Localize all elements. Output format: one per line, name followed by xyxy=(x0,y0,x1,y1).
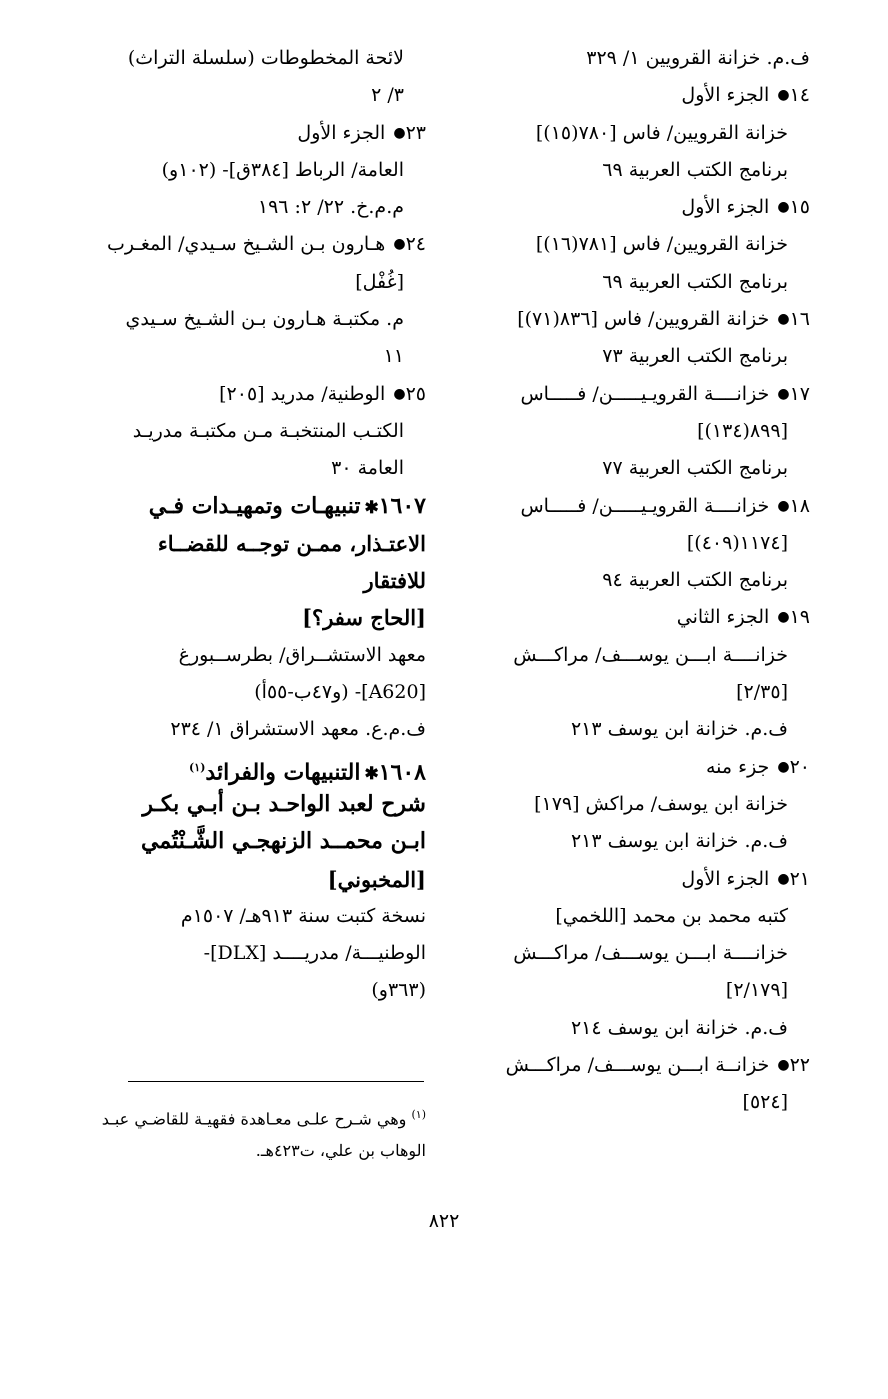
copy-entry xyxy=(470,861,810,898)
entry-number: ١٥ xyxy=(789,196,810,219)
entry-detail: [٢/٣٥] xyxy=(736,681,788,704)
entry-detail: خزانــــة ابـــن يوســـف/ مراكـــش xyxy=(513,643,788,666)
entry-text: الجزء الأول xyxy=(681,84,770,107)
bullet-icon: ● xyxy=(777,199,790,216)
copy-entry xyxy=(81,376,426,413)
copy-entry xyxy=(81,226,426,263)
entry-text: الجزء الأول xyxy=(681,196,770,219)
entry-detail: الكتـب المنتخبـة مـن مكتبـة مدريـد xyxy=(132,419,404,442)
footnote-divider xyxy=(128,1081,424,1082)
title-line: [الحاج سفر؟] xyxy=(302,605,426,631)
title-line: الاعتـذار، ممـن توجــه للقضــاء xyxy=(157,530,426,556)
entry-number: ١٦ xyxy=(789,308,810,331)
work-title xyxy=(81,488,426,525)
entry-number: ٢٣ xyxy=(405,121,426,144)
entry-detail: [٥٢٤] xyxy=(742,1091,788,1114)
entry-number: ١٧ xyxy=(789,382,810,405)
footnote-text: وهي شـرح علـى معـاهدة فقهيـة للقاضـي عبـد xyxy=(101,1109,407,1129)
entry-detail: [٢/١٧٩] xyxy=(725,979,788,1002)
text-line: (٣٦٣و) xyxy=(371,979,426,1002)
entry-detail: خزانة ابن يوسف/ مراكش [١٧٩] xyxy=(534,792,788,815)
title-line: للافتقار xyxy=(363,568,426,594)
copy-entry xyxy=(470,1047,810,1084)
bullet-icon: ● xyxy=(777,311,790,328)
entry-text: الجزء الأول xyxy=(297,121,386,144)
entry-text: خزانــــة القرويـيـــــن/ فـــــاس xyxy=(520,382,770,405)
bullet-icon: ● xyxy=(393,236,406,253)
entry-detail: خزانة القرويين/ فاس [٧٨٠(١٥)] xyxy=(535,121,788,144)
entry-detail: خزانــــة ابـــن يوســـف/ مراكـــش xyxy=(513,942,788,965)
copy-entry xyxy=(470,599,810,636)
entry-number: ١٤ xyxy=(789,84,810,107)
work-number: ١٦٠٨ xyxy=(378,758,426,785)
entry-number: ٢٠ xyxy=(789,755,810,778)
entry-detail: ف.م. خزانة ابن يوسف ٢١٣ xyxy=(570,830,788,853)
asterisk-icon: ✱ xyxy=(364,763,379,784)
work-title-text: تنبيهـات وتمهيـدات فـي xyxy=(148,492,361,519)
bullet-icon: ● xyxy=(777,870,790,887)
reference-line: ف.م. خزانة القرويين ١/ ٣٢٩ xyxy=(586,47,810,69)
entry-number: ٢٤ xyxy=(405,233,426,256)
text-line: نسخة كتبت سنة ٩١٣هـ/ ١٥٠٧م xyxy=(180,904,426,927)
work-title-text: التنبيهات والفرائد xyxy=(205,758,361,785)
text-line: معهد الاستشــراق/ بطرســبورغ xyxy=(178,643,426,666)
entry-detail: كتبه محمد بن محمد [اللخمي] xyxy=(555,904,788,927)
footnote-ref: (١) xyxy=(189,760,206,774)
entry-detail: لائحة المخطوطات (سلسلة التراث) xyxy=(127,47,404,69)
entry-number: ٢١ xyxy=(789,867,810,890)
bullet-icon: ● xyxy=(393,385,406,402)
commentary-title: ابـن محمــد الزنهجـي الشَّـنْتُمي xyxy=(141,828,426,855)
copy-entry xyxy=(470,749,810,786)
entry-text: الجزء الأول xyxy=(681,867,770,890)
copy-entry xyxy=(470,488,810,525)
entry-detail: العامة ٣٠ xyxy=(331,457,404,480)
entry-number: ٢٢ xyxy=(789,1054,810,1077)
entry-detail: ف.م. خزانة ابن يوسف ٢١٣ xyxy=(570,718,788,741)
entry-detail: برنامج الكتب العربية ٧٣ xyxy=(602,345,788,368)
page-number: ٨٢٢ xyxy=(428,1210,460,1232)
left-column xyxy=(81,40,426,1010)
footnote-mark: (١) xyxy=(411,1108,426,1121)
entry-detail: برنامج الكتب العربية ٧٧ xyxy=(602,457,788,480)
bullet-icon: ● xyxy=(777,1057,790,1074)
bullet-icon: ● xyxy=(777,609,790,626)
entry-text: الوطنية/ مدريد [٢٠٥] xyxy=(219,382,386,405)
entry-detail: برنامج الكتب العربية ٩٤ xyxy=(602,569,788,592)
copy-entry xyxy=(470,301,810,338)
bullet-icon: ● xyxy=(777,758,790,775)
entry-detail: ف.م. خزانة ابن يوسف ٢١٤ xyxy=(570,1016,788,1039)
entry-detail: ٣/ ٢ xyxy=(371,84,404,107)
entry-text: جزء منه xyxy=(706,755,770,778)
copy-entry xyxy=(470,189,810,226)
copy-entry xyxy=(470,376,810,413)
entry-detail: خزانة القرويين/ فاس [٧٨١(١٦)] xyxy=(535,233,788,256)
bullet-icon: ● xyxy=(777,497,790,514)
entry-detail: م.م.خ. ٢٢/ ٢: ١٩٦ xyxy=(257,196,404,219)
copy-entry xyxy=(470,77,810,114)
entry-number: ١٨ xyxy=(789,494,810,517)
bullet-icon: ● xyxy=(777,87,790,104)
work-title xyxy=(81,749,426,786)
entry-detail: العامة/ الرباط [٣٨٤ق]- (١٠٢و) xyxy=(161,158,404,181)
title-line: [المخبوني] xyxy=(327,866,426,892)
work-number: ١٦٠٧ xyxy=(378,492,426,519)
entry-detail: [٨٩٩(١٣٤)] xyxy=(697,419,788,442)
commentary-title: شرح لعبد الواحـد بـن أبـي بكـر xyxy=(142,790,426,817)
entry-detail: [غُفْل] xyxy=(355,270,404,293)
entry-number: ٢٥ xyxy=(405,382,426,405)
entry-detail: برنامج الكتب العربية ٦٩ xyxy=(602,158,788,181)
entry-text: هـارون بـن الشـيخ سـيدي/ المغـرب xyxy=(106,233,386,256)
text-line: [A620]- (و٤٧ب-٥٥أ) xyxy=(254,681,426,704)
entry-detail: [١١٧٤(٤٠٩)] xyxy=(686,531,788,554)
text-line: ف.م.ع. معهد الاستشراق ١/ ٢٣٤ xyxy=(170,718,426,741)
asterisk-icon: ✱ xyxy=(364,497,379,518)
bullet-icon: ● xyxy=(393,124,406,141)
entry-detail: م. مكتبـة هـارون بـن الشـيخ سـيدي xyxy=(125,308,404,331)
entry-text: الجزء الثاني xyxy=(676,606,770,629)
text-line: الوطنيـــة/ مدريــــد [DLX]- xyxy=(203,942,426,965)
bullet-icon: ● xyxy=(777,385,790,402)
right-column xyxy=(470,40,810,1122)
entry-text: خزانــــة القرويـيـــــن/ فـــــاس xyxy=(520,494,770,517)
entry-text: خزانة القرويين/ فاس [٨٣٦(٧١)] xyxy=(517,308,770,331)
footnote-line-1 xyxy=(81,1100,426,1134)
copy-entry xyxy=(81,115,426,152)
entry-detail: برنامج الكتب العربية ٦٩ xyxy=(602,270,788,293)
footnote-line-2: الوهاب بن علي، ت٤٢٣هـ. xyxy=(255,1141,426,1160)
entry-detail: ١١ xyxy=(383,345,404,368)
entry-text: خزانــة ابـــن يوســـف/ مراكـــش xyxy=(505,1054,770,1077)
entry-number: ١٩ xyxy=(789,606,810,629)
